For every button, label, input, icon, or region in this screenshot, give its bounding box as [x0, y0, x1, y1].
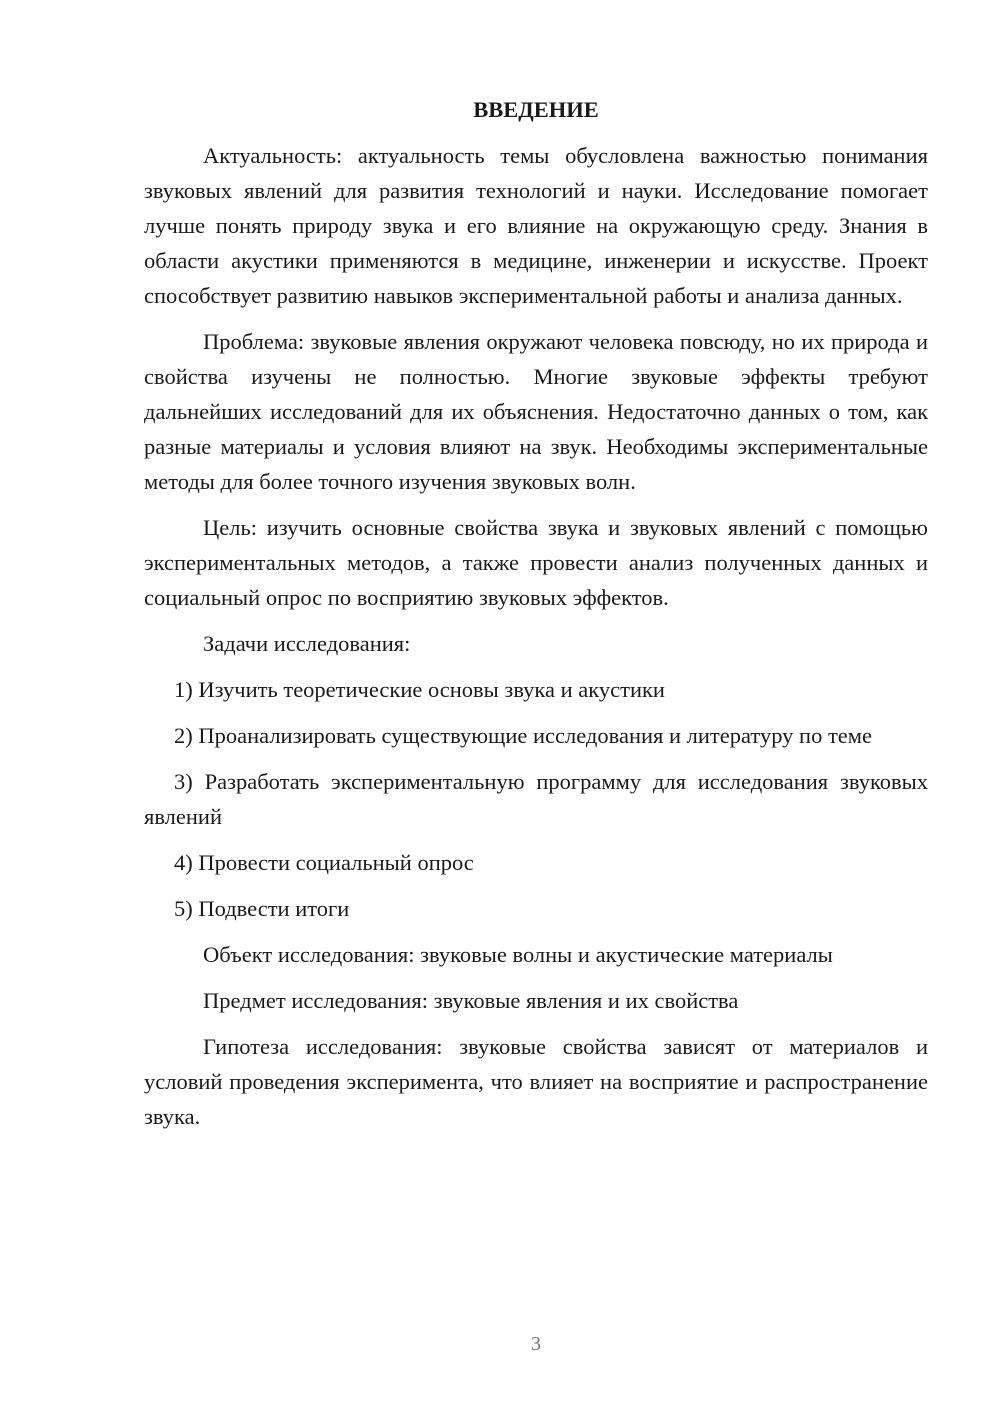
tasks-heading: Задачи исследования: — [203, 631, 411, 656]
task-item-4: 4) Провести социальный опрос — [174, 850, 474, 875]
paragraph-problem: Проблема: звуковые явления окружают человека повсюду, но их природа и свойства изучены не полностью. Многие звуковые эффекты требуют дальнейших исследований для их объяснения. Недостаточно данных о том, как разные материалы и условия влияют на звук. Необходимы экспериментальные методы для более точного изучения звуковых волн. — [144, 329, 928, 494]
section-title: ВВЕДЕНИЕ — [473, 97, 599, 122]
paragraph-goal: Цель: изучить основные свойства звука и звуковых явлений с помощью экспериментальных методов, а также провести анализ полученных данных и социальный опрос по восприятию звуковых эффектов. — [144, 515, 928, 610]
paragraph-relevance: Актуальность: актуальность темы обусловлена важностью понимания звуковых явлений для развития технологий и науки. Исследование помогает лучше понять природу звука и его влияние на окружающую среду. Знания в области акустики применяются в медицине, инженерии и искусстве. Проект способствует развитию навыков экспериментальной работы и анализа данных. — [144, 143, 928, 308]
task-item-2: 2) Проанализировать существующие исследования и литературу по теме — [174, 723, 872, 748]
page-number: 3 — [531, 1333, 541, 1355]
task-item-3: 3) Разработать экспериментальную программу для исследования звуковых явлений — [144, 769, 928, 829]
page-content — [144, 92, 928, 1145]
research-hypothesis: Гипотеза исследования: звуковые свойства зависят от материалов и условий проведения эксперимента, что влияет на восприятие и распространение звука. — [144, 1034, 928, 1129]
task-item-5: 5) Подвести итоги — [174, 896, 350, 921]
task-item-1: 1) Изучить теоретические основы звука и акустики — [174, 677, 665, 702]
research-subject: Предмет исследования: звуковые явления и их свойства — [203, 988, 739, 1013]
research-object: Объект исследования: звуковые волны и акустические материалы — [203, 942, 833, 967]
